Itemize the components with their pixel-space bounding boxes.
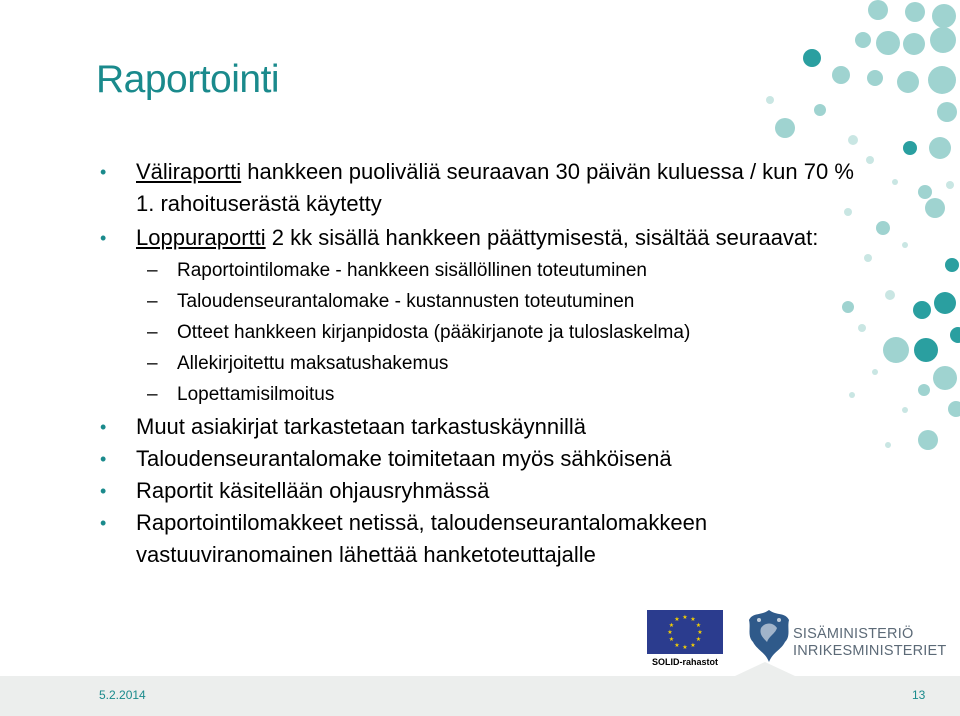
bullet-item: [100, 507, 836, 571]
sub-item-text: Taloudenseurantalomake - kustannusten toteutuminen: [177, 291, 635, 312]
sub-item: [100, 379, 880, 410]
bullet-dot-icon: •: [100, 417, 107, 437]
bullet-dot-icon: •: [100, 228, 107, 248]
dash-icon: –: [147, 384, 158, 405]
bullet-list: [100, 156, 880, 571]
bullet-dot-icon: •: [100, 162, 107, 182]
svg-text:★: ★: [695, 636, 702, 643]
ministry-line-1: SISÄMINISTERIÖ: [793, 626, 914, 642]
bullet-text: hankkeen puoliväliä seuraavan 30 päivän kuluessa / kun 70 % 1. rahoituserästä käytetty: [136, 159, 854, 216]
svg-text:★: ★: [690, 616, 696, 623]
dash-icon: –: [147, 260, 158, 281]
slide-title: Raportointi: [96, 58, 280, 101]
sub-item-text: Otteet hankkeen kirjanpidosta (pääkirjanote ja tuloslaskelma): [177, 322, 691, 343]
bullet-link-valiraportti[interactable]: Väliraportti: [136, 159, 242, 184]
bullet-item: [100, 411, 880, 443]
bullet-text: Taloudenseurantalomake toimitetaan myös sähköisenä: [136, 446, 672, 471]
bullet-dot-icon: •: [100, 513, 107, 533]
bullet-item: [100, 156, 876, 220]
bullet-dot-icon: •: [100, 449, 107, 469]
sub-item-text: Allekirjoitettu maksatushakemus: [177, 353, 449, 374]
eu-flag-icon: [647, 610, 723, 654]
sub-item: [100, 255, 880, 286]
svg-text:★: ★: [668, 622, 675, 629]
bullet-item: [100, 222, 856, 254]
bullet-dot-icon: •: [100, 481, 107, 501]
ministry-name: [793, 626, 946, 660]
bullet-text: Raportit käsitellään ohjausryhmässä: [136, 478, 490, 503]
svg-text:★: ★: [682, 614, 688, 621]
footer-date: 5.2.2014: [99, 688, 146, 702]
bullet-text: 2 kk sisällä hankkeen päättymisestä, sisältää seuraavat:: [265, 225, 819, 250]
svg-text:★: ★: [697, 629, 703, 636]
bullet-item: [100, 475, 880, 507]
sub-item: [100, 286, 880, 317]
eu-label: SOLID-rahastot: [651, 657, 718, 667]
footer-notch: [735, 662, 795, 678]
bullet-text: Raportointilomakkeet netissä, taloudenseurantalomakkeen vastuuviranomainen lähettää hanketoteuttajalle: [136, 510, 708, 567]
sub-list: [100, 255, 880, 410]
svg-text:★: ★: [682, 644, 688, 651]
sub-item: [100, 348, 880, 379]
dash-icon: –: [147, 353, 158, 374]
sub-item-text: Lopettamisilmoitus: [177, 384, 335, 405]
bullet-item: [100, 443, 880, 475]
page-number: 13: [912, 688, 926, 702]
svg-text:★: ★: [667, 629, 673, 636]
sub-item-text: Raportointilomake - hankkeen sisällöllinen toteutuminen: [177, 260, 647, 281]
svg-text:★: ★: [674, 642, 680, 649]
lion-crest-icon: [743, 606, 795, 666]
dash-icon: –: [147, 322, 158, 343]
dash-icon: –: [147, 291, 158, 312]
bullet-link-loppuraportti[interactable]: Loppuraportti: [136, 225, 266, 250]
bullet-text: Muut asiakirjat tarkastetaan tarkastuskäynnillä: [136, 414, 586, 439]
svg-text:★: ★: [690, 642, 696, 649]
svg-text:★: ★: [668, 636, 675, 643]
ministry-line-2: INRIKESMINISTERIET: [793, 643, 947, 659]
svg-text:★: ★: [674, 616, 680, 623]
svg-text:★: ★: [695, 622, 702, 629]
sub-item: [100, 317, 880, 348]
